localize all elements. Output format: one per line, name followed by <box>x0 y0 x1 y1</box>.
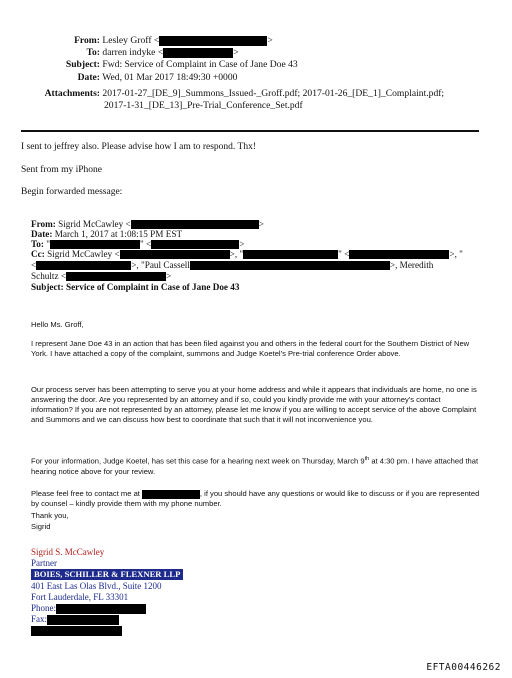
header-to-label: To: <box>86 47 100 58</box>
redaction-block <box>190 261 390 270</box>
fwd-to-end: > <box>239 239 245 249</box>
fwd-to-quote-end: " < <box>140 239 152 249</box>
header-attachments-label: Attachments: <box>44 88 100 99</box>
redaction-block <box>31 626 122 636</box>
signature-firm: BOIES, SCHILLER & FLEXNER LLP <box>31 569 183 580</box>
redaction-block <box>66 272 166 281</box>
redaction-block <box>120 250 230 259</box>
document-id: EFTA00446262 <box>426 662 501 673</box>
message-paragraph-4 <box>31 489 481 509</box>
fwd-to-row <box>31 239 244 250</box>
signature-address-2: Fort Lauderdale, FL 33301 <box>31 592 129 602</box>
redaction-block <box>142 490 200 499</box>
message-paragraph-1: I represent Jane Doe 43 in an action that has been filed against you and others in the federal court for the Southern District of New York. I have attached a copy of the complaint, summons and Judge Koetel's Pre-trial conference Order above. <box>31 339 470 358</box>
fwd-to-label: To: <box>31 239 44 249</box>
header-attachments-row <box>0 88 444 100</box>
redaction-block <box>243 250 338 259</box>
fwd-from-end: > <box>258 219 264 229</box>
header-attachments-line1: 2017-01-27_[DE_9]_Summons_Issued-_Groff.pdf; 2017-01-26_[DE_1]_Complaint.pdf; <box>102 88 445 99</box>
signature-name: Sigrid S. McCawley <box>31 547 105 557</box>
header-subject-label: Subject: <box>65 59 100 70</box>
fwd-subject-value: Service of Complaint in Case of Jane Doe 43 <box>65 282 240 292</box>
fwd-subject-row <box>31 282 240 293</box>
redaction-block <box>159 36 267 46</box>
header-from-label: From: <box>74 35 100 46</box>
fwd-cc-end: >, " <box>449 249 463 259</box>
fwd-cc2-mid: >, "Paul Cassell <box>131 260 190 270</box>
header-from-end: > <box>267 35 273 46</box>
fwd-cc-row-2 <box>31 260 433 271</box>
message-paragraph-2: Our process server has been attempting to serve you at your home address and while it appears that individuals are home, no one is answering the door. Are you represented by an attorney and if so, could you kindly provide me with your attorney's contact information? If you are not represented by an attorney, please let me know if you are willing to accept service of the above Complaint and Summons and we can discuss how best to coordinate that such that it will not inconvenience you. <box>31 385 477 424</box>
fwd-date-row <box>31 229 182 240</box>
fwd-cc-sep: >, " <box>229 249 244 259</box>
header-subject-row <box>0 59 298 71</box>
fwd-cc-sep: " < <box>338 249 350 259</box>
fwd-subject-label: Subject: <box>31 282 64 292</box>
fwd-cc3-start: Schultz < <box>31 271 67 281</box>
reply-line-2: Sent from my iPhone <box>21 165 103 175</box>
fwd-date-label: Date: <box>31 229 53 239</box>
header-from-row <box>0 35 273 47</box>
header-from-value: Lesley Groff < <box>102 35 160 46</box>
message-paragraph-4-part-1: Please feel free to contact me at <box>31 489 140 498</box>
reply-line-3: Begin forwarded message: <box>21 187 123 197</box>
message-paragraph-3-part-1: For your information, Judge Koetel, has set this case for a hearing next week on Thursday, March 9 <box>31 456 365 466</box>
signature-fax-row <box>31 614 119 625</box>
message-paragraph-4-part-2: , if you should have any questions or would like to discuss or if you are represented by counsel – kindly provide them with my phone number. <box>31 489 480 508</box>
signature-phone-row <box>31 603 146 614</box>
message-greeting: Hello Ms. Groff, <box>31 320 84 329</box>
signature-phone-label: Phone: <box>31 603 57 613</box>
redaction-block <box>56 604 146 614</box>
fwd-cc-row-3 <box>31 271 171 282</box>
signature-address-1: 401 East Las Olas Blvd., Suite 1200 <box>31 581 162 591</box>
message-closing: Thank you, <box>31 511 69 520</box>
fwd-to-quote: " <box>46 239 50 249</box>
redaction-block <box>47 615 119 625</box>
signature-title: Partner <box>31 558 57 568</box>
ordinal-suffix: th <box>364 456 370 462</box>
fwd-cc2-end: >, Meredith <box>389 260 434 270</box>
message-paragraph-3 <box>31 454 481 477</box>
header-divider <box>21 130 479 132</box>
reply-line-1: I sent to jeffrey also. Please advise how I am to respond. Thx! <box>21 142 256 152</box>
message-paragraph-3-part-2: at 4:30 pm. I have attached that hearing notice above for your review. <box>31 456 479 476</box>
fwd-cc3-end: > <box>166 271 172 281</box>
fwd-cc-row <box>31 249 463 260</box>
redaction-block <box>36 261 131 270</box>
fwd-cc-label: Cc: <box>31 249 45 259</box>
header-date-value: Wed, 01 Mar 2017 18:49:30 +0000 <box>102 72 238 83</box>
redaction-block <box>349 250 449 259</box>
fwd-from-label: From: <box>31 219 56 229</box>
header-to-value: darren indyke < <box>102 47 164 58</box>
signature-fax-label: Fax: <box>31 614 48 624</box>
fwd-date-value: March 1, 2017 at 1:08:15 PM EST <box>54 229 183 239</box>
header-to-row <box>0 47 239 59</box>
message-signoff: Sigrid <box>31 522 51 531</box>
header-date-label: Date: <box>77 72 100 83</box>
redaction-block <box>163 48 233 58</box>
fwd-cc-value: Sigrid McCawley < <box>47 249 120 259</box>
fwd-from-row <box>31 219 264 230</box>
header-subject-value: Fwd: Service of Complaint in Case of Jane Doe 43 <box>102 59 298 70</box>
header-to-end: > <box>233 47 239 58</box>
header-date-row <box>0 72 237 84</box>
header-attachments-line2: 2017-1-31_[DE_13]_Pre-Trial_Conference_Set.pdf <box>104 100 303 111</box>
fwd-cc2-start: < <box>31 260 37 270</box>
fwd-from-value: Sigrid McCawley < <box>58 219 131 229</box>
